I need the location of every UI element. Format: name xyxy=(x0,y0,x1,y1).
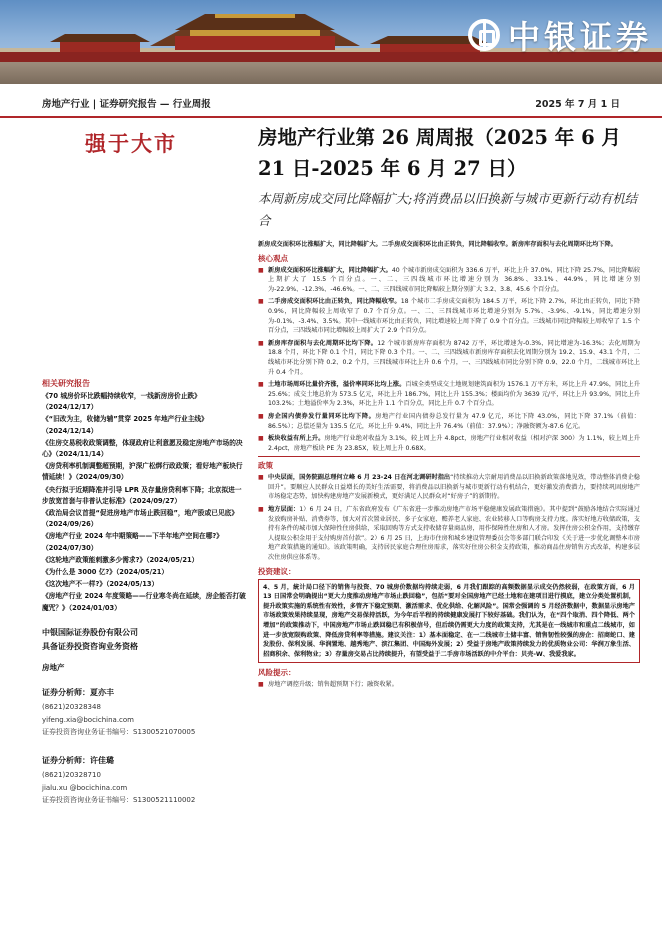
core-point-lead: 土地市场周环比量价齐涨，溢价率同环比均上涨。 xyxy=(268,381,406,389)
rating-label: 强于大市 xyxy=(85,131,177,156)
related-report-item[interactable]: 《这次地产不一样?》（2024/05/13） xyxy=(42,580,159,589)
core-point-text: 40 个城市新房成交面积为 336.6 万平，环比上升 37.0%，同比下降 25.7%，同比降幅较上期扩大了 15.5 个百分点。一、二、三四线城市环比增速分别为 36.8%、33.1%、44.9%，同比增速分别为-22.9%、-12.3%、-46.6%。一、二、三四线城市同比降幅较上期分别扩大 3.2、3.8、45.6 个百分点。 xyxy=(268,266,641,293)
related-report-item[interactable]: 《房贷利率机制调整超预期，沪深广松绑行政政策；看好地产板块行情延续！》（2024/09/30） xyxy=(42,462,243,482)
related-reports-list xyxy=(42,391,246,614)
related-reports-heading: 相关研究报告 xyxy=(42,379,90,388)
summary-text: 新房成交面积环比涨幅扩大，同比降幅扩大。二手房成交面积环比由正转负，同比降幅收窄。新房库存面积与去化周期环比均下降。 xyxy=(258,241,617,248)
breadcrumb: 房地产行业 | 证券研究报告 — 行业周报 xyxy=(42,99,211,110)
advice-heading: 投资建议： xyxy=(258,566,296,576)
brand-logo xyxy=(468,12,652,58)
related-report-item[interactable]: 《“旧改为主，收储为辅”贯穿 2025 年地产行业主线》（2024/12/14） xyxy=(42,415,208,435)
report-subtitle: 本周新房成交同比降幅扩大;将消费品以旧换新与城市更新行动有机结合 xyxy=(258,191,638,228)
analyst-license: 证券投资咨询业务证书编号：S1300521070005 xyxy=(42,728,196,737)
analyst-license: 证券投资咨询业务证书编号：S1300521110002 xyxy=(42,796,196,805)
analyst-email[interactable]: jialu.xu @bocichina.com xyxy=(42,783,128,792)
company-block xyxy=(42,626,246,654)
report-title: 房地产行业第 26 周周报（2025 年 6 月 21 日-2025 年 6 月 27 日） xyxy=(258,126,621,180)
core-point-text: 12 个城市新房库存面积为 8742 万平，环比增速为-0.3%，同比增速为-16.3%；去化周期为 18.8 个月，环比下降 0.1 个月，同比下降 0.3 个月。一、二、三四线城市新房库存面积去化周期分别为 19.2、15.9、43.1 个月，二线城市环比分别下降 0.2、0.2 个月，三四线城市环比上升 0.6 个月，一、三四线城市同比分别下降 0.9、22.0 个月，二线城市环比上升 0.4 个月。 xyxy=(268,339,640,376)
analyst-name: 证券分析师：许佳璐 xyxy=(42,755,114,765)
analyst-block xyxy=(42,687,246,739)
policy-point xyxy=(258,505,640,563)
core-point-lead: 新房库存面积与去化周期环比均下降。 xyxy=(268,339,378,347)
analyst-email[interactable]: yifeng.xia@bocichina.com xyxy=(42,715,134,724)
palace-courtyard xyxy=(0,62,662,84)
core-point-text: 百城全类型成交土地规划建筑面积为 1576.1 万平方米，环比上升 47.9%，同比上升 25.6%；成交土地总价为 573.5 亿元，环比上升 186.7%，同比上升 155.3%；楼面均价为 3639 元/平，环比上升 93.9%，同比上升 103.2%；土地溢价率为 2.3%，环比上升 1.1 个百分点，同比上升 0.7 个百分点。 xyxy=(268,381,640,408)
core-point-lead: 二手房成交面积环比由正转负，同比降幅收窄。 xyxy=(268,298,401,306)
risk-text: ■ 房地产调控升级；销售超预期下行；融资收紧。 xyxy=(258,680,640,690)
policy-point xyxy=(258,473,640,502)
advice-text: 4、5 月，統计局口径下的销售与投资、70 城房价数据均持续走弱，6 月我们跟踪的高频数据显示成交仍然较弱，在政策方面，6 月 13 日国常会明确提出“更大力度推动房地产市场止跌回稳”，包括“要对全国房地产已经土地和在建项目进行摸底，建立分类处置机制，提升政策实施的系统性有效性，多管齐下稳定预期、激活需求、优化供给、化解风险”。国常会强调的 5 月经济数据中，数据显示房地产市场政策效果持续显现，房地产交易保持活跃，为今年后半程的持续健康发展打下较好基础。我们认为，在“四个取消、四个降低、两个增加”的政策推动下，中国房地产市场止跌回稳已有积极信号，但后续仍需更大力度的政策支持，尤其是在一线城市和重点二线城市，如进一步放宽限购政策、降低房贷利率等措施。建议关注：1）基本面稳定、在一二线城市土储丰富、销售韧性较强的房企：招商蛇口、建发股份、保利发展、华润置地、越秀地产、滨江集团、中国海外发展；2）受益于房地产政策持续发力的优质物业公司：华润万象生活、招商积余、保利物业；3）存量房交易占比持续提升，有望受益于二手房市场活跃的中介平台：贝壳-W、我爱我家。 xyxy=(263,583,635,658)
company-name: 中银国际证券股份有限公司 xyxy=(42,627,138,637)
header-bar xyxy=(0,84,662,118)
analyst-block xyxy=(42,755,246,807)
core-point xyxy=(258,412,640,431)
core-point-lead: 房企国内债券发行量同环比均下降。 xyxy=(268,412,376,420)
policy-point-text: “持续推动大宗耐用消费品以旧换新政策落地见效，带动整体消费企稳回升”。要顺应人民群众日益增长的美好生活需要，将消费品以旧换新与城市更新行动有机结合，更好激发消费潜力，要持续巩固房地产市场稳定态势，加快构建房地产发展新模式，更好满足人民群众对“好房子”的新期待。 xyxy=(268,474,640,501)
core-point xyxy=(258,434,640,453)
brand-name: 中银证券 xyxy=(507,18,652,56)
policy-heading: 政策 xyxy=(258,461,273,471)
core-point xyxy=(258,380,640,409)
related-report-item[interactable]: 《住房交易税收政策调整，体现政府让利意愿及稳定房地产市场的决心》（2024/11/14） xyxy=(42,438,243,459)
company-license: 具备证券投资咨询业务资格 xyxy=(42,641,138,651)
related-report-item[interactable]: 《70 城房价环比跌幅持续收窄，一线新房房价止跌》（2024/12/17） xyxy=(42,392,201,412)
analyst-phone: (8621)20328710 xyxy=(42,771,101,780)
core-point-lead: 板块收益有所上升。 xyxy=(268,435,325,443)
related-report-item[interactable]: 《这轮地产政策能刺激多少需求?》（2024/05/21） xyxy=(42,555,199,564)
section-divider xyxy=(258,456,640,457)
related-report-item[interactable]: 《房地产行业 2024 年中期策略——下半年地产空间在哪?》（2024/07/30） xyxy=(42,532,223,552)
policy-point-lead: 中央层面，国务院副总理何立峰 6 月 23-24 日在河北调研时指出 xyxy=(268,474,451,482)
core-point-lead: 新房成交面积环比涨幅扩大，同比降幅扩大。 xyxy=(268,266,392,274)
related-report-item[interactable]: 《为什么是 3000 亿?》（2024/05/21） xyxy=(42,568,169,577)
core-view-heading: 核心观点 xyxy=(258,253,288,263)
policy-point-lead: 地方层面： xyxy=(268,506,300,514)
core-point-text: 房地产行业绝对收益为 3.1%，较上周上升 4.8pct，房地产行业相对收益（相对沪深 300）为 1.1%，较上周上升 2.4pct，房地产板块 PE 为 23.85X，较上周上升 0.68X。 xyxy=(268,435,640,452)
core-point-text: 房地产行业国内债券总发行量为 47.9 亿元，环比下降 43.0%，同比下降 37.1%（前值：86.5%）；总偿还量为 135.5 亿元，环比上升 9.4%，同比上升 76.4%（前值：37.9%）；净融资额为-87.6 亿元。 xyxy=(268,412,640,430)
core-point xyxy=(258,339,640,377)
analyst-name: 证券分析师：夏亦丰 xyxy=(42,687,114,697)
core-point-text: 18 个城市二手房成交面积为 184.5 万平，环比下降 2.7%，环比由正转负，同比下降 0.9%，同比降幅较上周收窄了 0.7 个百分点。一、二、三四线城市环比增速分别为 5.7%、-3.9%、-9.1%，同比增速分别为-0.1%、-3.4%、3.5%。其中一线城市环比由正转负，同比增速较上周下降了 0.9 个百分点。三线城市同比降幅较上周收窄了 1.5 个百分点，三四线城市同比增幅较上周扩大了 2.9 个百分点。 xyxy=(268,298,641,335)
related-report-item[interactable]: 《房地产行业 2024 年度策略——行业寒冬尚在延续，房企能否打破魔咒？》（2024/01/03） xyxy=(42,592,246,612)
analyst-phone: (8621)20328348 xyxy=(42,703,101,712)
core-point xyxy=(258,297,640,335)
related-report-item[interactable]: 《政治局会议首提“促进房地产市场止跌回稳”，地产股或已见底》（2024/09/26） xyxy=(42,509,239,529)
risk-heading: 风险提示： xyxy=(258,668,296,678)
related-report-item[interactable]: 《央行拟于近期降准并引导 LPR 及存量房贷利率下降；北京拟进一步放宽首套与非普认定标准》（2024/09/27） xyxy=(42,485,242,505)
core-point xyxy=(258,266,640,295)
advice-box xyxy=(258,579,640,664)
report-date: 2025 年 7 月 1 日 xyxy=(535,99,620,110)
left-sidebar xyxy=(42,378,246,807)
sector-label: 房地产 xyxy=(42,662,65,672)
boc-logo-icon xyxy=(468,19,500,51)
main-content xyxy=(258,240,640,693)
cover-banner xyxy=(0,0,662,84)
policy-point-text: 1）6 月 24 日，广东省政府发布《广东省进一步推动房地产市场平稳健康发展政策措施》。其中提到“鼓励各地结合实际通过发放购房补贴、消费券等，加大对首次置业居民、多子女家庭、赡养老人家庭、农业转移人口等购房支持力度。落实好地方收储政策，支持有条件的城市加大保障性住房供给，采取回购等方式支持收储存量商品房，用作保障性住房和人才房。发挥住房公积金作用，支持缴存人提取公积金用于支付购房首付款”。2）6 月 25 日，上海市住房和城乡建设管理委员会等多部门联合印发《关于进一步优化调整本市房地产政策措施的通知》。该政策明确，支持居民家庭合理住房需求，落实好住房公积金支持政策，推动商品住房销售方式改革，构建多层次住房供应体系等。 xyxy=(268,506,640,562)
